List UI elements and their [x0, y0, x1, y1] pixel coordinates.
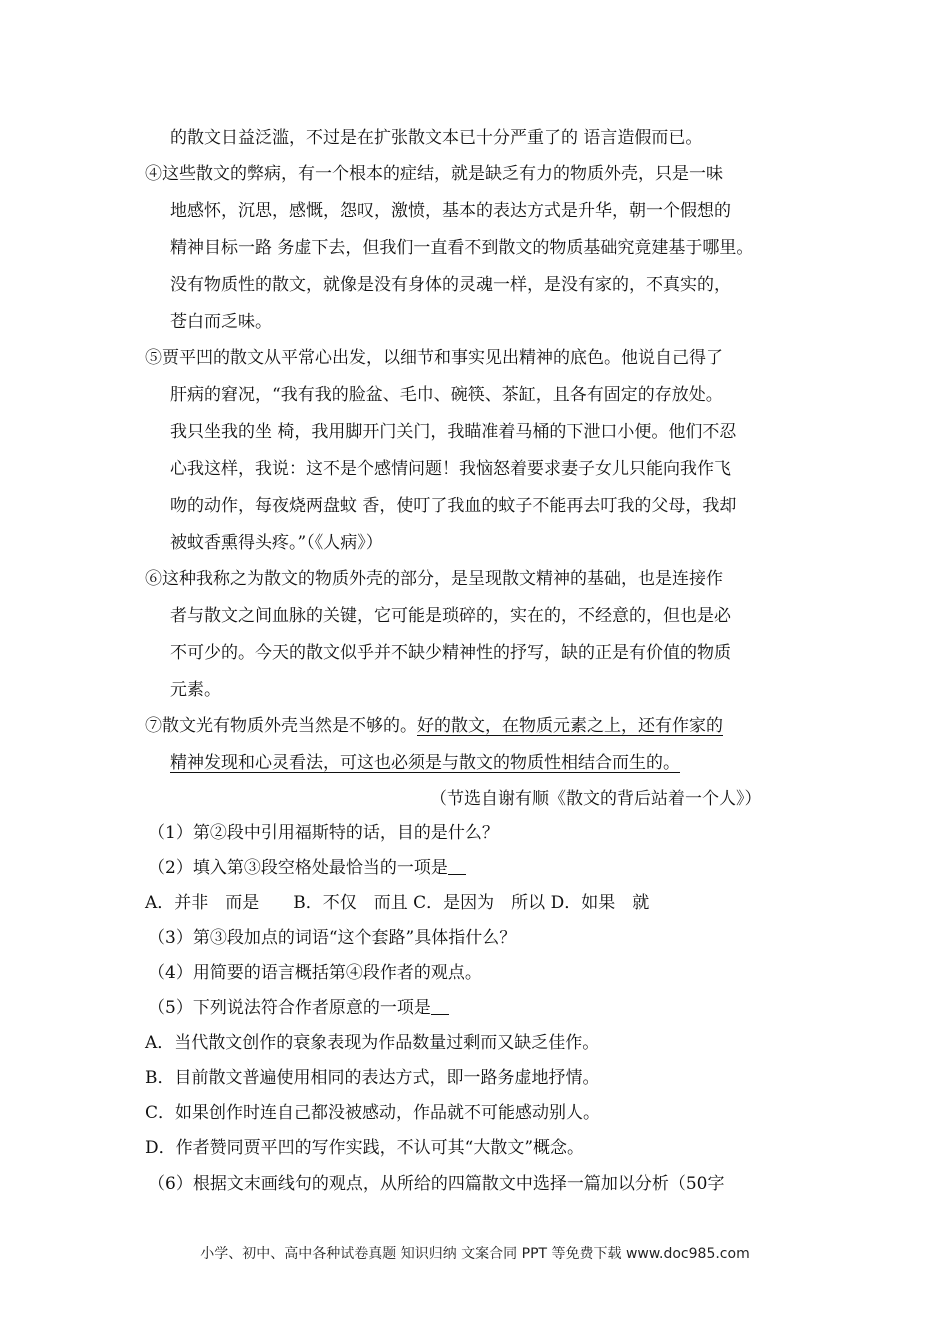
- paragraph-6-line: 元素。: [170, 680, 221, 700]
- question-5-text: （5）下列说法符合作者原意的一项是: [148, 998, 431, 1018]
- question-2: [148, 857, 466, 879]
- source-citation: （节选自谢有顺《散文的背后站着一个人》）: [430, 789, 762, 809]
- underlined-sentence: 精神发现和心灵看法，可这也必须是与散文的物质性相结合而生的。: [170, 753, 680, 773]
- question-2-text: （2）填入第③段空格处最恰当的一项是: [148, 858, 448, 878]
- question-6: （6）根据文末画线句的观点，从所给的四篇散文中选择一篇加以分析（50字: [148, 1174, 725, 1194]
- paragraph-5-line: 心我这样，我说：这不是个感情问题！我恼怒着要求妻子女儿只能向我作飞: [170, 459, 731, 479]
- page-footer: 小学、初中、高中各种试卷真题 知识归纳 文案合同 PPT 等免费下载 www.doc985.com: [200, 1246, 750, 1262]
- answer-blank: [448, 858, 466, 875]
- question-5-option: B．目前散文普遍使用相同的表达方式，即一路务虚地抒情。: [145, 1068, 600, 1088]
- paragraph-4-line: 精神目标一路 务虚下去，但我们一直看不到散文的物质基础究竟建基于哪里。: [170, 238, 754, 258]
- question-5-option: A．当代散文创作的衰象表现为作品数量过剩而又缺乏佳作。: [145, 1033, 600, 1053]
- paragraph-4-line: 地感怀，沉思，感慨，怨叹，激愤，基本的表达方式是升华，朝一个假想的: [170, 201, 731, 221]
- paragraph-7-line: [145, 715, 723, 737]
- paragraph-4-line: 苍白而乏味。: [170, 312, 272, 332]
- paragraph-4-line: 没有物质性的散文，就像是没有身体的灵魂一样，是没有家的，不真实的，: [170, 275, 731, 295]
- question-5-option: D．作者赞同贾平凹的写作实践，不认可其“大散文”概念。: [145, 1138, 585, 1158]
- paragraph-5-line: 肝病的窘况，“我有我的脸盆、毛巾、碗筷、茶缸，且各有固定的存放处。: [170, 385, 723, 405]
- paragraph-6-line: 不可少的。今天的散文似乎并不缺少精神性的抒写，缺的正是有价值的物质: [170, 643, 731, 663]
- question-5: [148, 997, 449, 1019]
- underlined-sentence: 好的散文，在物质元素之上，还有作家的: [417, 716, 723, 736]
- paragraph-7-line: [170, 752, 680, 774]
- paragraph-4-line: ④这些散文的弊病，有一个根本的症结，就是缺乏有力的物质外壳，只是一味: [145, 164, 723, 184]
- paragraph-5-line: 我只坐我的坐 椅，我用脚开门关门，我瞄准着马桶的下泄口小便。他们不忍: [170, 422, 737, 442]
- paragraph-5-line: 被蚊香熏得头疼。”（《人病》）: [170, 533, 383, 553]
- question-5-option: C．如果创作时连自己都没被感动，作品就不可能感动别人。: [145, 1103, 601, 1123]
- paragraph-6-line: 者与散文之间血脉的关键，它可能是琐碎的，实在的，不经意的，但也是必: [170, 606, 731, 626]
- question-1: （1）第②段中引用福斯特的话，目的是什么？: [148, 823, 499, 843]
- paragraph-5-line: 吻的动作，每夜烧两盘蚊 香，使叮了我血的蚊子不能再去叮我的父母，我却: [170, 496, 737, 516]
- paragraph-3-tail: 的散文日益泛滥，不过是在扩张散文本已十分严重了的 语言造假而已。: [170, 128, 703, 148]
- paragraph-7-lead: ⑦散文光有物质外壳当然是不够的。: [145, 716, 417, 736]
- answer-blank: [431, 998, 449, 1015]
- question-4: （4）用简要的语言概括第④段作者的观点。: [148, 963, 482, 983]
- paragraph-5-line: ⑤贾平凹的散文从平常心出发，以细节和事实见出精神的底色。他说自己得了: [145, 348, 723, 368]
- question-3: （3）第③段加点的词语“这个套路”具体指什么？: [148, 928, 517, 948]
- question-2-options: A．并非 而是 B．不仅 而且 C．是因为 所以 D．如果 就: [145, 893, 650, 913]
- paragraph-6-line: ⑥这种我称之为散文的物质外壳的部分，是呈现散文精神的基础，也是连接作: [145, 569, 723, 589]
